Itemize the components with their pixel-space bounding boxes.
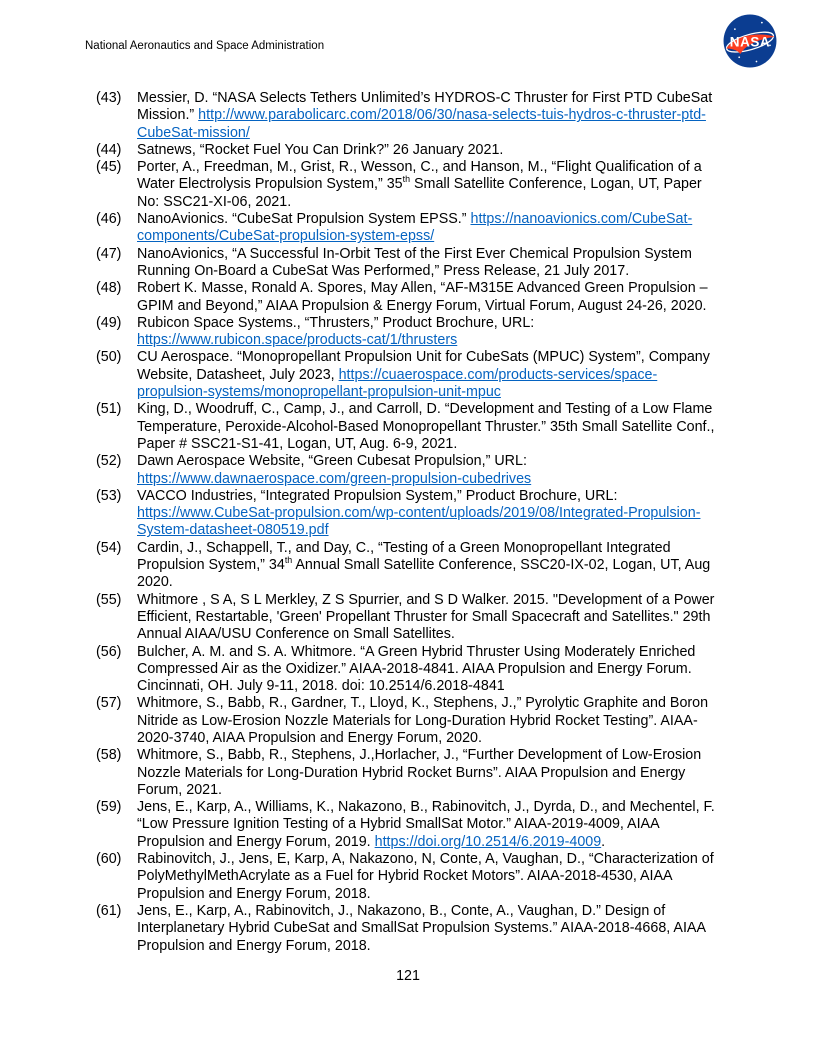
reference-number: (56)	[96, 643, 122, 660]
reference-text: Messier, D. “NASA Selects Tethers Unlimited’s HYDROS-C Thruster for First PTD CubeSat Mission.” http://www.parabolicarc.com/2018/06/30/nasa-selects-tuis-hydros-c-thruster-ptd-CubeSat-mission/	[137, 90, 713, 141]
reference-item	[96, 246, 724, 281]
reference-item	[96, 159, 724, 211]
reference-item	[96, 799, 724, 851]
reference-number: (48)	[96, 280, 122, 297]
reference-text: NanoAvionics, “A Successful In-Orbit Test of the First Ever Chemical Propulsion System Running On-Board a CubeSat Was Performed,” Press Release, 21 July 2017.	[137, 245, 692, 279]
reference-number: (50)	[96, 349, 122, 366]
reference-text: Whitmore, S., Babb, R., Gardner, T., Lloyd, K., Stephens, J.,” Pyrolytic Graphite and Boron Nitride as Low-Erosion Nozzle Materials for Long-Duration Hybrid Rocket Testing”. AIAA-2020-3740, AIAA Propulsion and Energy Forum, 2020.	[137, 695, 709, 746]
reference-item	[96, 540, 724, 592]
reference-number: (55)	[96, 591, 122, 608]
reference-link[interactable]: https://cuaerospace.com/products-services/space-propulsion-systems/monopropellant-propulsion-unit-mpuc	[137, 366, 658, 401]
reference-text: Robert K. Masse, Ronald A. Spores, May Allen, “AF-M315E Advanced Green Propulsion – GPIM and Beyond,” AIAA Propulsion & Energy Forum, Virtual Forum, August 24-26, 2020.	[137, 280, 708, 314]
reference-text: Bulcher, A. M. and S. A. Whitmore. “A Green Hybrid Thruster Using Moderately Enriched Compressed Air as the Oxidizer.” AIAA-2018-4841. AIAA Propulsion and Energy Forum. Cincinnati, OH. July 9-11, 2018. doi: 10.2514/6.2018-4841	[137, 643, 696, 695]
reference-text: NanoAvionics. “CubeSat Propulsion System EPSS.” https://nanoavionics.com/CubeSat-components/CubeSat-propulsion-system-epss/	[137, 211, 693, 245]
reference-link[interactable]: http://www.parabolicarc.com/2018/06/30/nasa-selects-tuis-hydros-c-thruster-ptd-CubeSat-mission/	[137, 107, 706, 141]
reference-link[interactable]: https://doi.org/10.2514/6.2019-4009	[374, 833, 602, 850]
reference-text: Cardin, J., Schappell, T., and Day, C., “Testing of a Green Monopropellant Integrated Propulsion System,” 34th Annual Small Satellite Conference, SSC20-IX-02, Logan, UT, Aug 2020.	[137, 539, 711, 591]
reference-number: (61)	[96, 902, 122, 919]
ordinal-superscript: th	[402, 174, 411, 185]
reference-item	[96, 851, 724, 903]
page-header	[85, 34, 771, 76]
reference-item	[96, 211, 724, 246]
reference-link[interactable]: https://www.dawnaerospace.com/green-propulsion-cubedrives	[137, 470, 532, 487]
reference-number: (43)	[96, 90, 122, 106]
reference-text: Whitmore , S A, S L Merkley, Z S Spurrier, and S D Walker. 2015. "Development of a Power Efficient, Restartable, 'Green' Propellant Thruster for Small Spacecraft and Satellites." 29th Annual AIAA/USU Conference on Small Satellites.	[137, 591, 715, 643]
reference-item	[96, 695, 724, 747]
reference-number: (59)	[96, 799, 122, 816]
reference-text: Satnews, “Rocket Fuel You Can Drink?” 26 January 2021.	[137, 141, 504, 158]
references-list	[96, 90, 724, 955]
reference-number: (57)	[96, 695, 122, 712]
page-number: 121	[396, 968, 420, 984]
reference-number: (58)	[96, 747, 122, 764]
reference-number: (45)	[96, 159, 122, 176]
reference-link[interactable]: https://www.CubeSat-propulsion.com/wp-content/uploads/2019/08/Integrated-Propulsion-System-datasheet-080519.pdf	[137, 505, 701, 539]
ordinal-superscript: th	[284, 555, 293, 566]
reference-item	[96, 488, 724, 540]
reference-text: CU Aerospace. “Monopropellant Propulsion Unit for CubeSats (MPUC) System”, Company Website, Datasheet, July 2023, https://cuaerospace.com/products-services/space-propulsion-systems/monopropellant-propulsion-unit-mpuc	[137, 349, 710, 401]
reference-text: King, D., Woodruff, C., Camp, J., and Carroll, D. “Development and Testing of a Low Flame Temperature, Peroxide-Alcohol-Based Monopropellant Thruster.” 35th Small Satellite Conf., Paper # SSC21-S1-41, Logan, UT, Aug. 6-9, 2021.	[137, 401, 715, 452]
nasa-logo-text: NASA	[729, 34, 771, 50]
reference-item	[96, 349, 724, 401]
reference-text: VACCO Industries, “Integrated Propulsion System,” Product Brochure, URL: https://www.CubeSat-propulsion.com/wp-content/uploads/2019/08/Integrated-Propulsion-System-datasheet-080519.pdf	[137, 487, 701, 539]
reference-text: Rabinovitch, J., Jens, E, Karp, A, Nakazono, N, Conte, A, Vaughan, D., “Characterization of PolyMethylMethAcrylate as a Fuel for Hybrid Rocket Motors”. AIAA-2018-4530, AIAA Propulsion and Energy Forum, 2018.	[137, 851, 714, 902]
reference-item	[96, 142, 724, 159]
reference-item	[96, 401, 724, 453]
reference-number: (44)	[96, 141, 122, 158]
reference-item	[96, 644, 724, 696]
reference-number: (49)	[96, 314, 122, 331]
reference-number: (54)	[96, 539, 122, 556]
reference-number: (53)	[96, 487, 122, 504]
reference-number: (46)	[96, 211, 122, 228]
reference-text: Whitmore, S., Babb, R., Stephens, J.,Horlacher, J., “Further Development of Low-Erosion Nozzle Materials for Long-Duration Hybrid Rocket Burns”. AIAA Propulsion and Energy Forum, 2021.	[137, 747, 702, 798]
reference-number: (60)	[96, 851, 122, 868]
reference-item	[96, 903, 724, 955]
reference-item	[96, 747, 724, 799]
nasa-logo-icon	[723, 14, 777, 68]
reference-text: Rubicon Space Systems., “Thrusters,” Product Brochure, URL: https://www.rubicon.space/products-cat/1/thrusters	[137, 314, 535, 349]
reference-item	[96, 315, 724, 350]
reference-number: (51)	[96, 401, 122, 418]
reference-text: Porter, A., Freedman, M., Grist, R., Wesson, C., and Hanson, M., “Flight Qualification of a Water Electrolysis Propulsion System,” 35th Small Satellite Conference, Logan, UT, Paper No: SSC21-XI-06, 2021.	[137, 159, 702, 210]
reference-item	[96, 90, 724, 142]
agency-name: National Aeronautics and Space Administration	[85, 40, 325, 52]
reference-item	[96, 453, 724, 488]
reference-link[interactable]: https://nanoavionics.com/CubeSat-components/CubeSat-propulsion-system-epss/	[137, 211, 693, 245]
reference-link[interactable]: https://www.rubicon.space/products-cat/1/thrusters	[137, 332, 458, 349]
reference-item	[96, 280, 724, 315]
reference-text: Jens, E., Karp, A., Rabinovitch, J., Nakazono, B., Conte, A., Vaughan, D.” Design of Interplanetary Hybrid CubeSat and SmallSat Propulsion Systems.” AIAA-2018-4668, AIAA Propulsion and Energy Forum, 2018.	[137, 902, 706, 954]
reference-text: Dawn Aerospace Website, “Green Cubesat Propulsion,” URL: https://www.dawnaerospace.com/green-propulsion-cubedrives	[137, 453, 532, 487]
reference-number: (47)	[96, 245, 122, 262]
reference-item	[96, 592, 724, 644]
reference-text: Jens, E., Karp, A., Williams, K., Nakazono, B., Rabinovitch, J., Dyrda, D., and Mechentel, F. “Low Pressure Ignition Testing of a Hybrid SmallSat Motor.” AIAA-2019-4009, AIAA Propulsion and Energy Forum, 2019. https://doi.org/10.2514/6.2019-4009.	[137, 799, 715, 850]
reference-number: (52)	[96, 453, 122, 470]
